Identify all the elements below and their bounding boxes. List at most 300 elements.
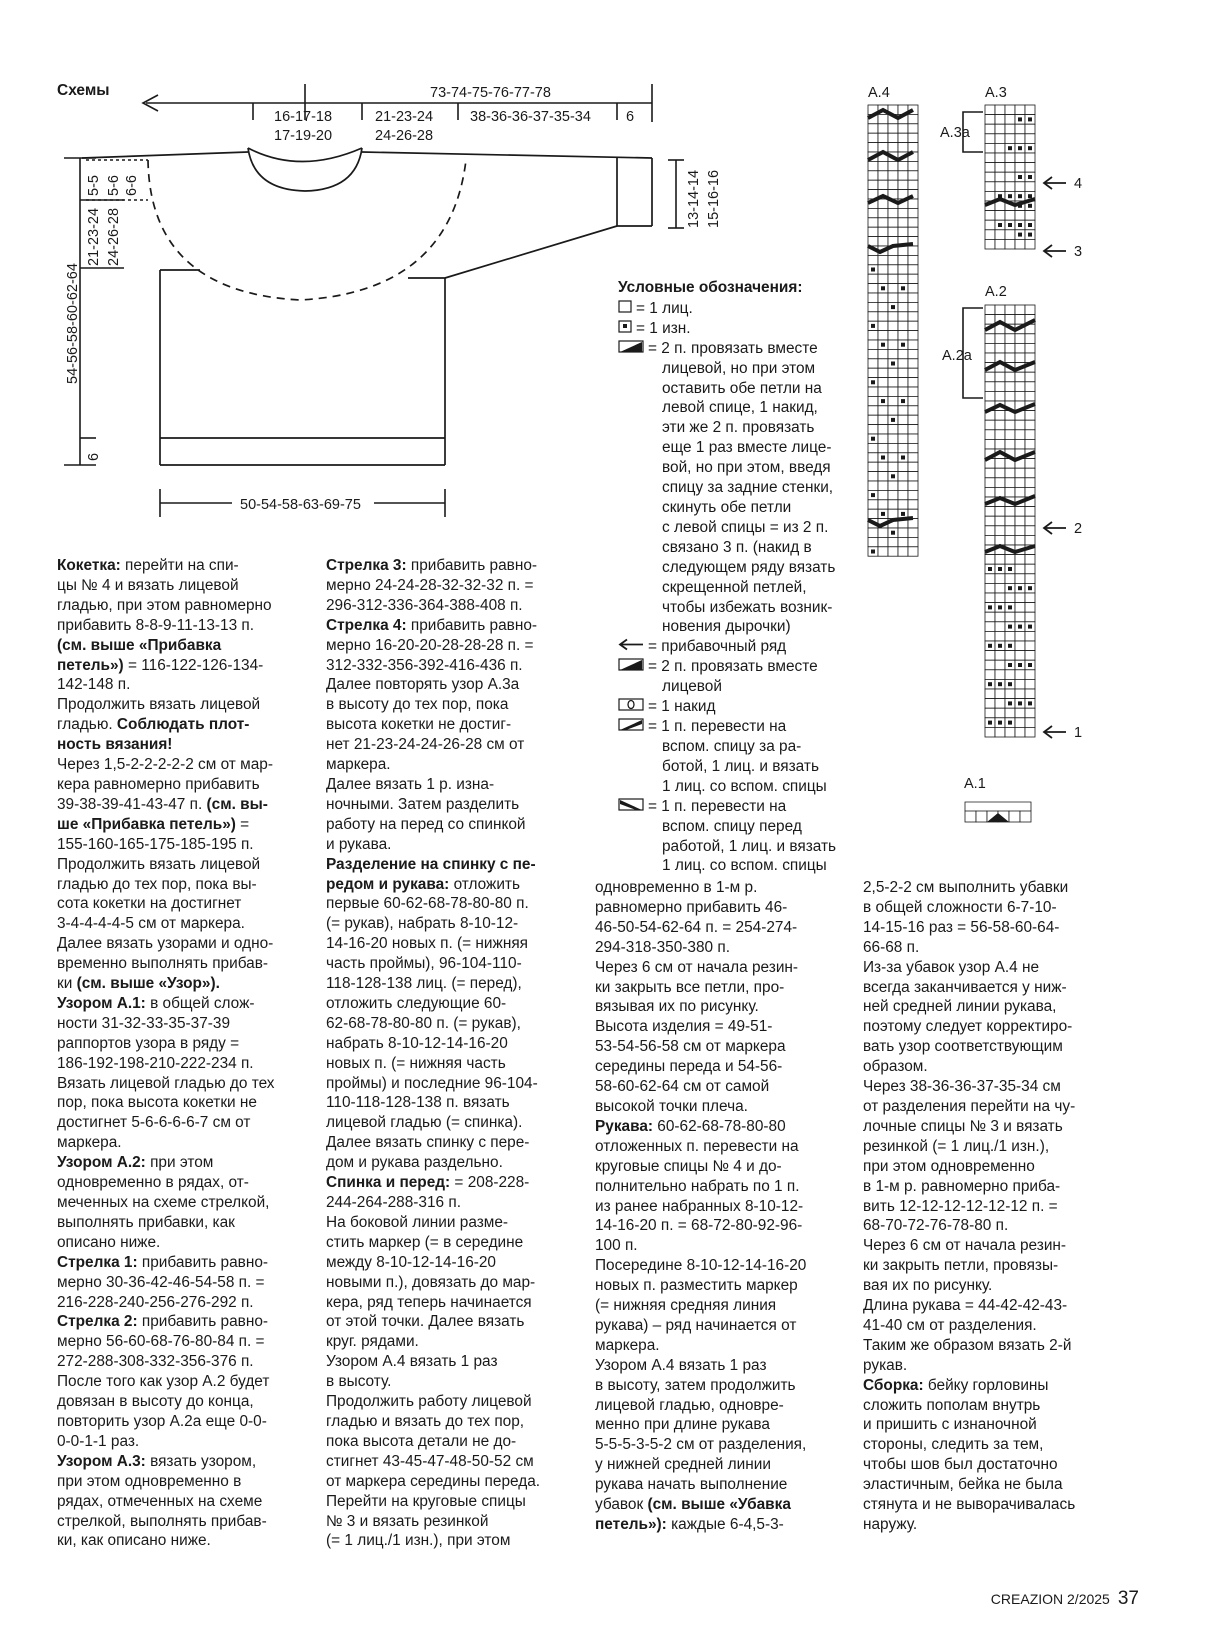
text-line: вязывая их по рисунку. xyxy=(595,998,759,1016)
purl-dot xyxy=(1018,223,1022,227)
text-line: в высоту, затем продолжить xyxy=(595,1376,796,1394)
chart-cell xyxy=(1005,134,1015,144)
chart-cell xyxy=(888,406,898,415)
text-line: при этом одновременно в xyxy=(57,1472,242,1490)
chart-cell xyxy=(985,526,995,536)
chart-cell xyxy=(888,284,898,293)
k2tog-symbol-icon xyxy=(618,657,644,677)
chart-cell xyxy=(995,487,1005,497)
text-line: гладью и вязать до тех пор, xyxy=(326,1412,525,1430)
purl-dot xyxy=(1028,233,1032,237)
chart-cell xyxy=(878,274,888,283)
dim-sleeve-len: 38-36-36-37-35-34 xyxy=(470,109,591,125)
chart-cell xyxy=(908,180,918,189)
chart-cell xyxy=(898,472,908,481)
chart-cell xyxy=(908,227,918,236)
text-line: Узором А.3: вязать узором, xyxy=(57,1452,257,1470)
text-line: в 1-м р. равномерно приба- xyxy=(863,1177,1061,1195)
chart-cell xyxy=(908,453,918,462)
chart-cell xyxy=(908,425,918,434)
chart-cell xyxy=(1015,574,1025,584)
chart-cell xyxy=(908,500,918,509)
chart-a4-grid xyxy=(868,105,918,556)
purl-dot xyxy=(1018,586,1022,590)
chart-cell xyxy=(1025,372,1035,382)
chart-cell xyxy=(898,331,908,340)
chart-cell xyxy=(995,230,1005,240)
purl-dot xyxy=(1028,175,1032,179)
chart-cell xyxy=(898,265,908,274)
chart-cell xyxy=(1025,134,1035,144)
text-line: мерно 24-24-28-32-32-32 п. = xyxy=(326,576,534,594)
chart-cell xyxy=(1025,430,1035,440)
text-line: рукава начать выполнение xyxy=(595,1476,788,1494)
text-line: полнительно набрать по 1 п. xyxy=(595,1177,800,1195)
text-line: отложенных п. перевести на xyxy=(595,1137,799,1155)
chart-cell xyxy=(985,439,995,449)
text-line: Длина рукава = 44-42-42-43- xyxy=(863,1297,1068,1315)
text-line: пока высота детали не до- xyxy=(326,1432,517,1450)
page-footer xyxy=(991,1588,1139,1610)
purl-dot xyxy=(881,343,885,347)
arrow-label-3: 3 xyxy=(1074,244,1083,260)
text-line: 14-16-20 п. = 68-72-80-92-96- xyxy=(595,1217,803,1235)
text-line: Рукава: 60-62-68-78-80-80 xyxy=(595,1117,786,1135)
chart-cell xyxy=(898,171,908,180)
increase-3-symbol-icon xyxy=(618,339,644,359)
chart-cell xyxy=(878,255,888,264)
chart-cell xyxy=(888,218,898,227)
chart-cell xyxy=(985,153,995,163)
chart-cell xyxy=(995,411,1005,421)
chart-cell xyxy=(995,211,1005,221)
chart-cell xyxy=(888,396,898,405)
chart-cell xyxy=(898,359,908,368)
dim-neck-depth-c: 6-6 xyxy=(124,175,140,196)
chart-cell xyxy=(1025,105,1035,115)
purl-dot xyxy=(1008,194,1012,198)
text-line: отложить следующие 60- xyxy=(326,994,507,1012)
chart-cell xyxy=(985,660,995,670)
chart-cell xyxy=(1025,163,1035,173)
text-line: лицевой гладью (= спинка). xyxy=(326,1114,523,1132)
text-line: наружу. xyxy=(863,1516,918,1533)
chart-a1-title: A.1 xyxy=(964,776,986,792)
chart-cell xyxy=(1025,679,1035,689)
chart-cell xyxy=(995,305,1005,315)
chart-cell xyxy=(1005,430,1015,440)
purl-dot xyxy=(901,512,905,516)
text-line: Узором А.4 вязать 1 раз xyxy=(595,1356,767,1374)
chart-cell xyxy=(1015,670,1025,680)
text-line: меченных на схеме стрелкой, xyxy=(57,1194,270,1211)
chart-cell xyxy=(995,727,1005,737)
text-column-2 xyxy=(326,556,581,1551)
chart-cell xyxy=(878,218,888,227)
chart-cell xyxy=(995,430,1005,440)
chart-cell xyxy=(995,583,1005,593)
chart-cell xyxy=(898,133,908,142)
text-line: часть проймы), 96-104-110- xyxy=(326,955,522,973)
chart-cell xyxy=(985,420,995,430)
chart-cell xyxy=(995,372,1005,382)
chart-cell xyxy=(985,115,995,125)
chart-cell xyxy=(908,396,918,405)
chart-cell xyxy=(868,133,878,142)
chart-cell xyxy=(985,211,995,221)
text-line: Таким же образом вязать 2-й xyxy=(863,1336,1072,1354)
text-line: проймы) и последние 96-104- xyxy=(326,1074,538,1092)
text-line: круг. рядами. xyxy=(326,1333,419,1351)
purl-dot xyxy=(881,512,885,516)
chart-cell xyxy=(995,343,1005,353)
chart-cell xyxy=(878,537,888,546)
chart-cell xyxy=(888,312,898,321)
chart-cell xyxy=(1025,574,1035,584)
chart-cell xyxy=(898,490,908,499)
chart-a3-grid xyxy=(985,105,1035,249)
text-line: лицевой гладью, одновре- xyxy=(595,1396,784,1414)
text-line: Далее вязать 1 р. изна- xyxy=(326,775,495,793)
text-line: Через 38-36-36-37-35-34 см xyxy=(863,1078,1061,1096)
text-line: пор, пока высота кокетки не xyxy=(57,1094,257,1112)
text-line: одновременно в 1-м р. xyxy=(595,879,758,896)
text-line: 272-288-308-332-356-376 п. xyxy=(57,1353,254,1371)
chart-cell xyxy=(898,434,908,443)
chart-cell xyxy=(878,500,888,509)
chart-cell xyxy=(985,372,995,382)
purl-dot xyxy=(1018,175,1022,179)
chart-cell xyxy=(1015,516,1025,526)
arrow-label-1: 1 xyxy=(1074,725,1083,741)
chart-cell xyxy=(1025,478,1035,488)
chart-cell xyxy=(878,406,888,415)
text-line: 41-40 см от разделения. xyxy=(863,1316,1037,1334)
text-line: Разделение на спинку с пе- xyxy=(326,855,536,873)
chart-cell xyxy=(888,462,898,471)
text-line: описано ниже. xyxy=(57,1233,161,1251)
text-line: нет 21-23-24-24-26-28 см от xyxy=(326,736,525,754)
text-line: равномерно прибавить 46- xyxy=(595,898,788,916)
chart-cell xyxy=(1025,631,1035,641)
text-line: дом и рукава раздельно. xyxy=(326,1154,503,1172)
chart-cell xyxy=(908,133,918,142)
chart-cell xyxy=(1025,211,1035,221)
chart-cell xyxy=(908,312,918,321)
chart-cell xyxy=(1005,468,1015,478)
chart-cell xyxy=(1025,182,1035,192)
text-line: 100 п. xyxy=(595,1237,638,1255)
legend-inc-row: = прибавочный ряд xyxy=(618,637,873,657)
chart-cell xyxy=(995,420,1005,430)
chart-cell xyxy=(888,124,898,133)
chart-cell xyxy=(878,227,888,236)
purl-dot xyxy=(1008,721,1012,725)
text-line: от разделения перейти на чу- xyxy=(863,1097,1076,1115)
chart-cell xyxy=(995,182,1005,192)
text-line: 244-264-288-316 п. xyxy=(326,1194,461,1211)
text-line: работу на перед со спинкой xyxy=(326,815,526,833)
chart-cell xyxy=(888,265,898,274)
chart-cell xyxy=(1005,727,1015,737)
dim-neck-b: 17-19-20 xyxy=(274,128,333,144)
purl-dot xyxy=(1018,625,1022,629)
chart-cell xyxy=(878,490,888,499)
chart-cell xyxy=(985,305,995,315)
chart-cell xyxy=(888,340,898,349)
chart-cell xyxy=(908,537,918,546)
chart-cell xyxy=(888,368,898,377)
purl-symbol-icon xyxy=(618,319,632,339)
purl-dot xyxy=(1028,586,1032,590)
text-line: первые 60-62-68-78-80-80 п. xyxy=(326,895,529,913)
chart-cell xyxy=(1025,535,1035,545)
text-line: 68-70-72-76-78-80 п. xyxy=(863,1217,1009,1235)
purl-dot xyxy=(1008,701,1012,705)
purl-dot xyxy=(1008,605,1012,609)
chart-cell xyxy=(1005,631,1015,641)
chart-cell xyxy=(868,171,878,180)
text-line: ней средней линии рукава, xyxy=(863,998,1057,1016)
text-line: убавок (см. выше «Убавка xyxy=(595,1496,791,1514)
chart-cell xyxy=(888,453,898,462)
purl-dot xyxy=(891,474,895,478)
chart-cell xyxy=(888,500,898,509)
chart-cell xyxy=(1025,343,1035,353)
text-line: сложить пополам внутрь xyxy=(863,1396,1041,1414)
chart-cell xyxy=(995,699,1005,709)
chart-cell xyxy=(908,415,918,424)
purl-dot xyxy=(998,644,1002,648)
chart-cell xyxy=(985,163,995,173)
chart-cell xyxy=(888,133,898,142)
chart-cell xyxy=(908,406,918,415)
chart-cell xyxy=(985,699,995,709)
chart-a3-title: A.3 xyxy=(985,85,1007,101)
chart-cell xyxy=(888,481,898,490)
chart-cell xyxy=(908,481,918,490)
chart-cell xyxy=(1025,420,1035,430)
chart-cell xyxy=(898,500,908,509)
chart-cell xyxy=(995,670,1005,680)
chart-cell xyxy=(985,382,995,392)
chart-cell xyxy=(1015,679,1025,689)
chart-cell xyxy=(985,343,995,353)
text-line: (= рукав), набрать 8-10-12- xyxy=(326,915,519,933)
chart-cell xyxy=(878,161,888,170)
text-line: Далее повторять узор А.3а xyxy=(326,676,520,694)
chart-cell xyxy=(868,124,878,133)
chart-cell xyxy=(888,227,898,236)
text-line: маркера. xyxy=(595,1336,660,1354)
text-line: раппортов узора в ряду = xyxy=(57,1034,240,1052)
chart-cell xyxy=(878,349,888,358)
purl-dot xyxy=(1008,586,1012,590)
knit-symbol-icon xyxy=(618,299,632,319)
text-line: Узором А.2: при этом xyxy=(57,1154,214,1172)
dim-rib-h: 6 xyxy=(86,452,102,461)
chart-cell xyxy=(1005,507,1015,517)
purl-dot xyxy=(1028,194,1032,198)
chart-cell xyxy=(878,133,888,142)
chart-cell xyxy=(1015,439,1025,449)
text-line: цы № 4 и вязать лицевой xyxy=(57,576,239,594)
chart-cell xyxy=(908,434,918,443)
chart-cell xyxy=(908,124,918,133)
chart-cell xyxy=(878,462,888,471)
chart-cell xyxy=(908,443,918,452)
text-line: гладью. Соблюдать плот- xyxy=(57,716,250,734)
chart-cell xyxy=(878,387,888,396)
chart-cell xyxy=(1005,334,1015,344)
chart-cell xyxy=(898,124,908,133)
chart-cell xyxy=(1005,115,1015,125)
dim-yoke-h2: 24-26-28 xyxy=(106,207,122,266)
chart-cell xyxy=(1005,305,1015,315)
legend-yo: = 1 накид xyxy=(618,697,873,717)
chart-cell xyxy=(1025,526,1035,536)
text-line: Вязать лицевой гладью до тех xyxy=(57,1074,275,1092)
chart-cell xyxy=(985,507,995,517)
chart-cell xyxy=(985,574,995,584)
arrow-label-2: 2 xyxy=(1074,521,1083,537)
chart-cell xyxy=(1005,211,1015,221)
chart-cell xyxy=(898,274,908,283)
text-line: в высоту до тех пор, пока xyxy=(326,696,509,714)
text-line: 3-4-4-4-4-5 см от маркера. xyxy=(57,915,245,933)
chart-cell xyxy=(995,459,1005,469)
chart-cell xyxy=(995,143,1005,153)
chart-cell xyxy=(878,302,888,311)
text-line: маркера. xyxy=(57,1134,122,1152)
chart-cell xyxy=(995,468,1005,478)
text-line: Продолжить работу лицевой xyxy=(326,1393,532,1411)
chart-cell xyxy=(1025,603,1035,613)
chart-cell xyxy=(878,312,888,321)
chart-cell xyxy=(1015,105,1025,115)
chart-cell xyxy=(908,255,918,264)
page-number: 37 xyxy=(1117,1588,1139,1609)
chart-cell xyxy=(1020,811,1031,822)
text-line: новых п. (= нижняя часть xyxy=(326,1054,506,1072)
purl-dot xyxy=(1028,146,1032,150)
chart-a2a-title: A.2a xyxy=(942,348,972,364)
text-line: сота кокетки на достигнет xyxy=(57,895,242,913)
chart-cell xyxy=(995,593,1005,603)
chart-cell xyxy=(898,312,908,321)
chart-cell xyxy=(878,180,888,189)
purl-dot xyxy=(901,456,905,460)
text-line: рукав. xyxy=(863,1356,908,1374)
chart-cell xyxy=(908,114,918,123)
chart-cell xyxy=(1015,689,1025,699)
purl-dot xyxy=(988,721,992,725)
text-line: новых п. разместить маркер xyxy=(595,1277,798,1295)
chart-cell xyxy=(898,349,908,358)
chart-cell xyxy=(1015,353,1025,363)
arrow-label-4: 4 xyxy=(1074,176,1083,192)
chart-cell xyxy=(1005,670,1015,680)
yarn-over-symbol-icon xyxy=(618,697,644,717)
text-line: мерно 56-60-68-76-80-84 п. = xyxy=(57,1333,265,1351)
chart-cell xyxy=(878,171,888,180)
text-line: Через 6 см от начала резин- xyxy=(595,958,799,976)
text-line: эластичным, бейка не была xyxy=(863,1476,1063,1494)
chart-cell xyxy=(1005,708,1015,718)
text-line: 186-192-198-210-222-234 п. xyxy=(57,1054,254,1072)
text-line: вая их по рисунку. xyxy=(863,1277,993,1295)
purl-dot xyxy=(891,362,895,366)
text-line: и пришить с изнаночной xyxy=(863,1416,1037,1434)
chart-cell xyxy=(995,478,1005,488)
purl-dot xyxy=(1018,663,1022,667)
chart-cell xyxy=(985,124,995,134)
text-line: Спинка и перед: = 208-228- xyxy=(326,1174,530,1192)
purl-dot xyxy=(1008,625,1012,629)
chart-cell xyxy=(888,274,898,283)
chart-cell xyxy=(995,382,1005,392)
chart-cell xyxy=(995,115,1005,125)
chart-cell xyxy=(1015,535,1025,545)
chart-cell xyxy=(995,555,1005,565)
chart-cell xyxy=(1015,334,1025,344)
chart-cell xyxy=(1015,718,1025,728)
text-line: довязан в высоту до конца, xyxy=(57,1393,254,1411)
purl-dot xyxy=(901,399,905,403)
chart-cell xyxy=(908,302,918,311)
text-line: стигнет 43-45-47-48-50-52 см xyxy=(326,1452,534,1470)
text-line: петель») = 116-122-126-134- xyxy=(57,656,264,674)
chart-cell xyxy=(1005,343,1015,353)
chart-cell xyxy=(888,425,898,434)
chart-cell xyxy=(878,472,888,481)
text-line: 2,5-2-2 см выполнить убавки xyxy=(863,879,1069,896)
cross-front-symbol-icon xyxy=(618,797,644,817)
chart-cell xyxy=(1025,459,1035,469)
chart-cell xyxy=(1005,487,1015,497)
chart-cell xyxy=(908,490,918,499)
chart-cell xyxy=(878,378,888,387)
chart-cell xyxy=(898,443,908,452)
purl-dot xyxy=(1028,663,1032,667)
text-line: гладью до тех пор, пока вы- xyxy=(57,875,257,893)
chart-cell xyxy=(908,349,918,358)
chart-cell xyxy=(1015,343,1025,353)
chart-cell xyxy=(898,406,908,415)
purl-dot xyxy=(1018,194,1022,198)
purl-dot xyxy=(881,456,885,460)
chart-cell xyxy=(995,334,1005,344)
arrow-left-icon xyxy=(618,637,644,657)
text-line: петель»): каждые 6-4,5-3- xyxy=(595,1516,784,1533)
purl-dot xyxy=(988,567,992,571)
chart-cell xyxy=(1025,651,1035,661)
chart-cell xyxy=(995,163,1005,173)
chart-cell xyxy=(985,583,995,593)
chart-cell xyxy=(878,547,888,556)
chart-cell xyxy=(1015,305,1025,315)
chart-cell xyxy=(985,651,995,661)
chart-cell xyxy=(985,555,995,565)
chart-cell xyxy=(1015,603,1025,613)
text-line: между 8-10-12-14-16-20 xyxy=(326,1253,496,1271)
chart-cell xyxy=(1015,163,1025,173)
chart-cell xyxy=(995,535,1005,545)
text-line: Продолжить вязать лицевой xyxy=(57,696,261,714)
chart-cell xyxy=(898,208,908,217)
chart-cell xyxy=(985,670,995,680)
chart-cell xyxy=(1005,535,1015,545)
